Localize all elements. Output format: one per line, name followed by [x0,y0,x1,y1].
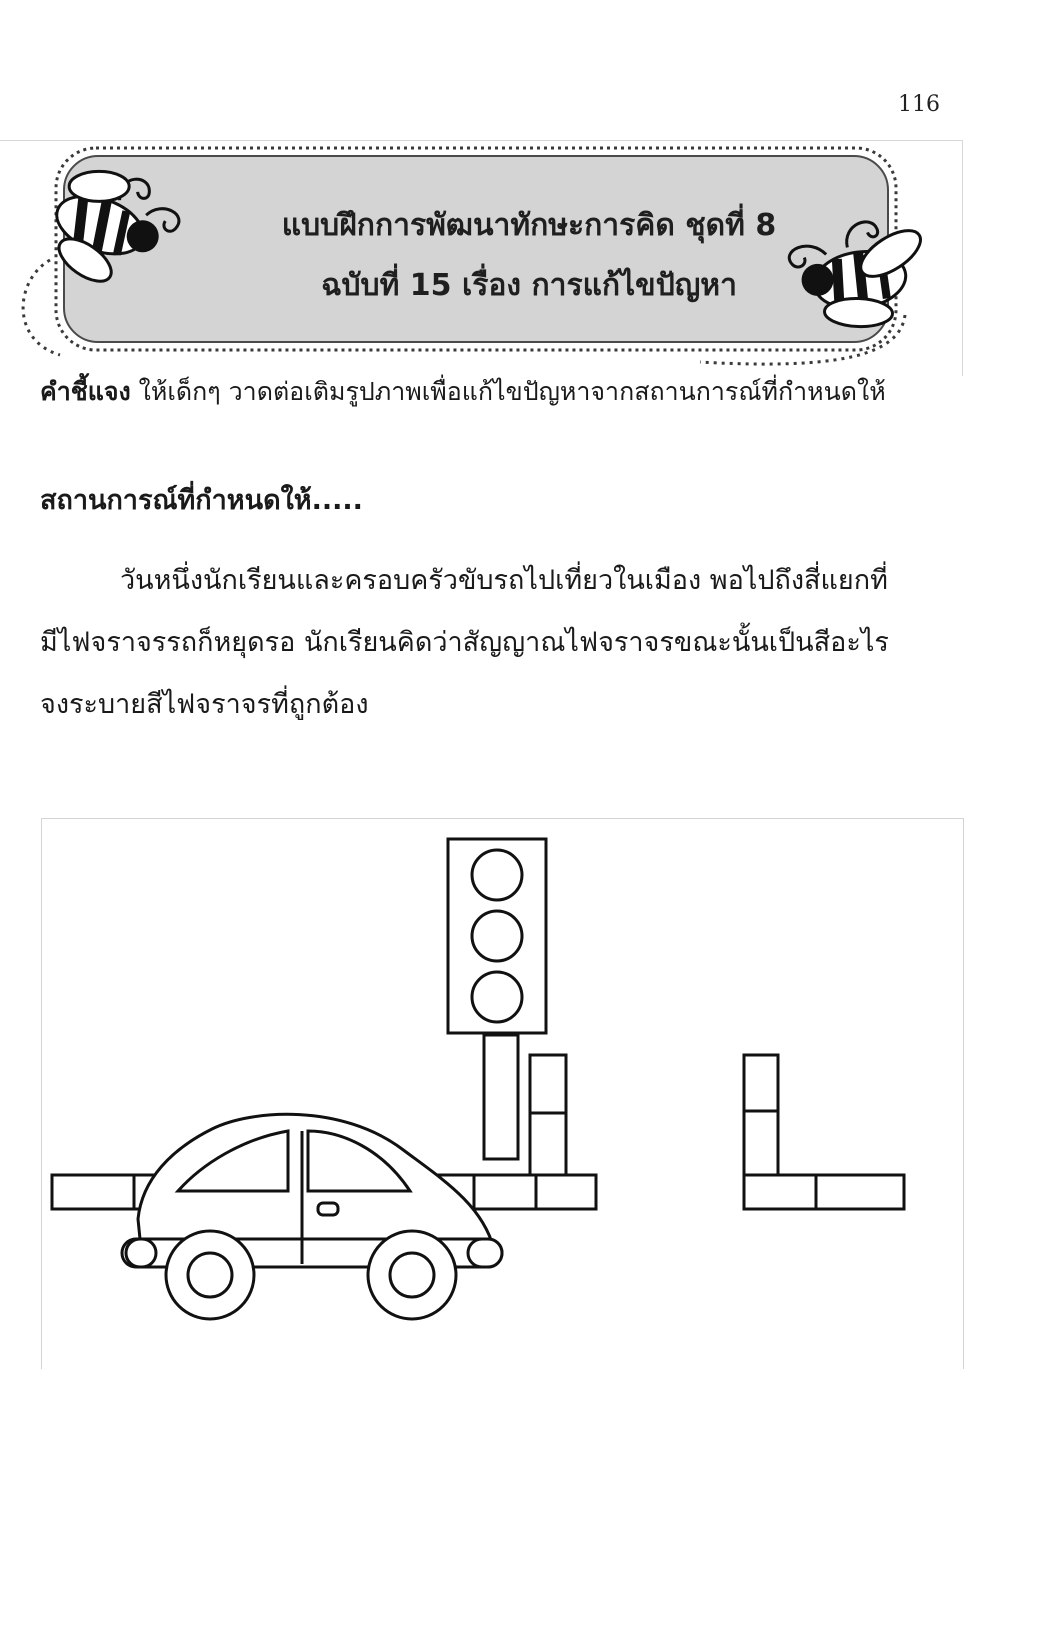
drawing-canvas [42,819,963,1369]
story-line: จงระบายสีไฟจราจรที่ถูกต้อง [40,689,369,720]
instruction-label: คำชี้แจง [40,377,131,406]
traffic-light-top-lamp [472,850,522,900]
traffic-light-middle-lamp [472,911,522,961]
worksheet-title: แบบฝึกการพัฒนาทักษะการคิด ชุดที่ 8 [281,208,777,243]
car-icon [122,1114,502,1319]
banner-box [64,156,888,342]
story-line: วันหนึ่งนักเรียนและครอบครัวขับรถไปเที่ยวในเมือง พอไปถึงสี่แยกที่ [120,565,888,596]
sidewalk-icon [744,1055,904,1209]
instruction [40,372,1000,412]
banner-graphic [0,130,1058,390]
instruction-text: ให้เด็กๆ วาดต่อเติมรูปภาพเพื่อแก้ไขปัญหาจากสถานการณ์ที่กำหนดให้ [130,377,886,406]
story-line: มีไฟจราจรรถก็หยุดรอ นักเรียนคิดว่าสัญญาณไฟจราจรขณะนั้นเป็นสีอะไร [40,627,889,658]
page-number: 116 [898,92,940,117]
drawing-area[interactable] [41,818,964,1369]
situation-story [40,550,1000,736]
worksheet-subtitle: ฉบับที่ 15 เรื่อง การแก้ไขปัญหา [321,268,737,303]
header-banner [0,130,1058,390]
traffic-light-bottom-lamp [472,972,522,1022]
situation-heading: สถานการณ์ที่กำหนดให้..... [40,485,363,516]
